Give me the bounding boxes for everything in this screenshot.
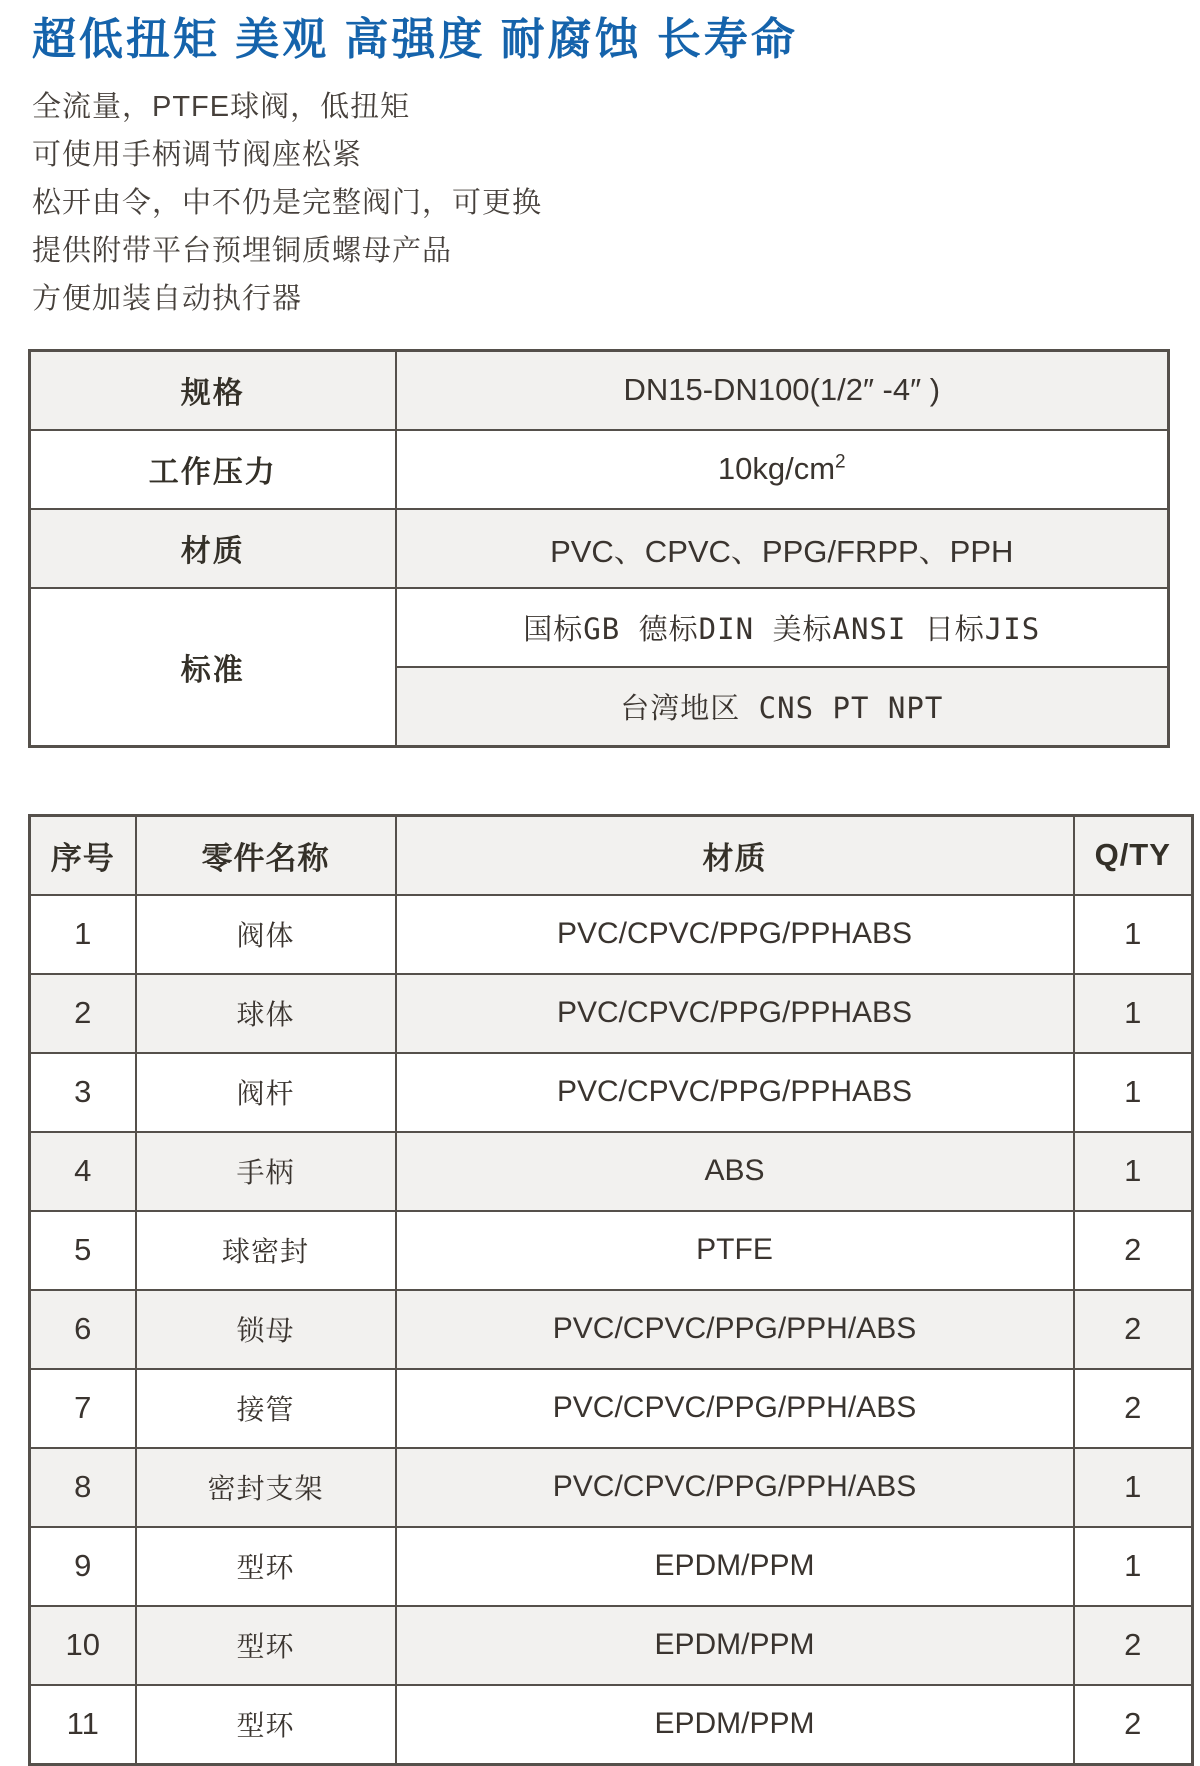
- part-index: 10: [30, 1606, 136, 1685]
- part-material: PVC/CPVC/PPG/PPH/ABS: [396, 1448, 1074, 1527]
- part-qty: 2: [1074, 1211, 1193, 1290]
- part-index: 2: [30, 974, 136, 1053]
- part-index: 1: [30, 895, 136, 974]
- part-material: EPDM/PPM: [396, 1606, 1074, 1685]
- part-qty: 1: [1074, 1448, 1193, 1527]
- page-title: 超低扭矩 美观 高强度 耐腐蚀 长寿命: [32, 15, 798, 64]
- part-index: 8: [30, 1448, 136, 1527]
- part-index: 6: [30, 1290, 136, 1369]
- table-row: [30, 1290, 1193, 1369]
- parts-table-body: [30, 895, 1193, 1765]
- part-name: 阀杆: [136, 1053, 396, 1132]
- table-row: [30, 588, 1169, 667]
- part-qty: 1: [1074, 1527, 1193, 1606]
- part-name: 型环: [136, 1606, 396, 1685]
- part-name: 接管: [136, 1369, 396, 1448]
- part-qty: 2: [1074, 1369, 1193, 1448]
- spec-label-pressure: 工作压力: [30, 430, 396, 509]
- part-qty: 2: [1074, 1606, 1193, 1685]
- spec-value-pressure: [396, 430, 1169, 509]
- part-index: 3: [30, 1053, 136, 1132]
- part-qty: 1: [1074, 974, 1193, 1053]
- header-qty: Q/TY: [1074, 815, 1193, 895]
- table-row: [30, 974, 1193, 1053]
- table-row: [30, 509, 1169, 588]
- header-part-name: 零件名称: [136, 815, 396, 895]
- table-row: [30, 430, 1169, 509]
- table-row: [30, 1685, 1193, 1765]
- feature-list: [32, 83, 1200, 323]
- table-row: [30, 1448, 1193, 1527]
- part-name: 球体: [136, 974, 396, 1053]
- table-row: [30, 1606, 1193, 1685]
- feature-line: 松开由令，中不仍是完整阀门，可更换: [32, 186, 543, 219]
- table-row: [30, 1132, 1193, 1211]
- spec-value-size: DN15-DN100(1/2″ -4″ ): [396, 350, 1169, 430]
- part-name: 球密封: [136, 1211, 396, 1290]
- spec-label-material: 材质: [30, 509, 396, 588]
- part-name: 阀体: [136, 895, 396, 974]
- part-material: EPDM/PPM: [396, 1527, 1074, 1606]
- part-material: PVC/CPVC/PPG/PPHABS: [396, 1053, 1074, 1132]
- table-row: [30, 1527, 1193, 1606]
- pressure-exponent: 2: [835, 451, 846, 473]
- part-index: 4: [30, 1132, 136, 1211]
- feature-line: 可使用手柄调节阀座松紧: [32, 138, 363, 171]
- part-index: 5: [30, 1211, 136, 1290]
- table-row: [30, 350, 1169, 430]
- part-qty: 1: [1074, 1132, 1193, 1211]
- parts-table: [28, 814, 1194, 1766]
- spec-value-standard-2: 台湾地区 CNS PT NPT: [396, 667, 1169, 747]
- part-material: PVC/CPVC/PPG/PPH/ABS: [396, 1369, 1074, 1448]
- table-row: [30, 1211, 1193, 1290]
- feature-line: 提供附带平台预埋铜质螺母产品: [32, 234, 453, 267]
- part-index: 11: [30, 1685, 136, 1765]
- spec-label-standard: 标准: [30, 588, 396, 747]
- part-name: 手柄: [136, 1132, 396, 1211]
- spec-table: [28, 349, 1170, 748]
- part-material: ABS: [396, 1132, 1074, 1211]
- part-name: 型环: [136, 1685, 396, 1765]
- part-material: EPDM/PPM: [396, 1685, 1074, 1765]
- table-row: [30, 1369, 1193, 1448]
- feature-line: 方便加装自动执行器: [32, 282, 303, 315]
- part-index: 7: [30, 1369, 136, 1448]
- table-row: [30, 1053, 1193, 1132]
- part-material: PVC/CPVC/PPG/PPHABS: [396, 895, 1074, 974]
- part-name: 锁母: [136, 1290, 396, 1369]
- part-material: PVC/CPVC/PPG/PPHABS: [396, 974, 1074, 1053]
- part-qty: 1: [1074, 895, 1193, 974]
- spec-label-size: 规格: [30, 350, 396, 430]
- table-row: [30, 895, 1193, 974]
- part-index: 9: [30, 1527, 136, 1606]
- part-qty: 2: [1074, 1685, 1193, 1765]
- spec-value-standard-1: 国标GB 德标DIN 美标ANSI 日标JIS: [396, 588, 1169, 667]
- spec-value-material: PVC、CPVC、PPG/FRPP、PPH: [396, 509, 1169, 588]
- part-qty: 2: [1074, 1290, 1193, 1369]
- part-name: 密封支架: [136, 1448, 396, 1527]
- part-name: 型环: [136, 1527, 396, 1606]
- pressure-value: 10kg/cm: [717, 451, 836, 487]
- parts-header-row: [30, 815, 1193, 895]
- part-material: PTFE: [396, 1211, 1074, 1290]
- part-material: PVC/CPVC/PPG/PPH/ABS: [396, 1290, 1074, 1369]
- header-index: 序号: [30, 815, 136, 895]
- part-qty: 1: [1074, 1053, 1193, 1132]
- header-material: 材质: [396, 815, 1074, 895]
- feature-line: 全流量，PTFE球阀，低扭矩: [32, 90, 411, 123]
